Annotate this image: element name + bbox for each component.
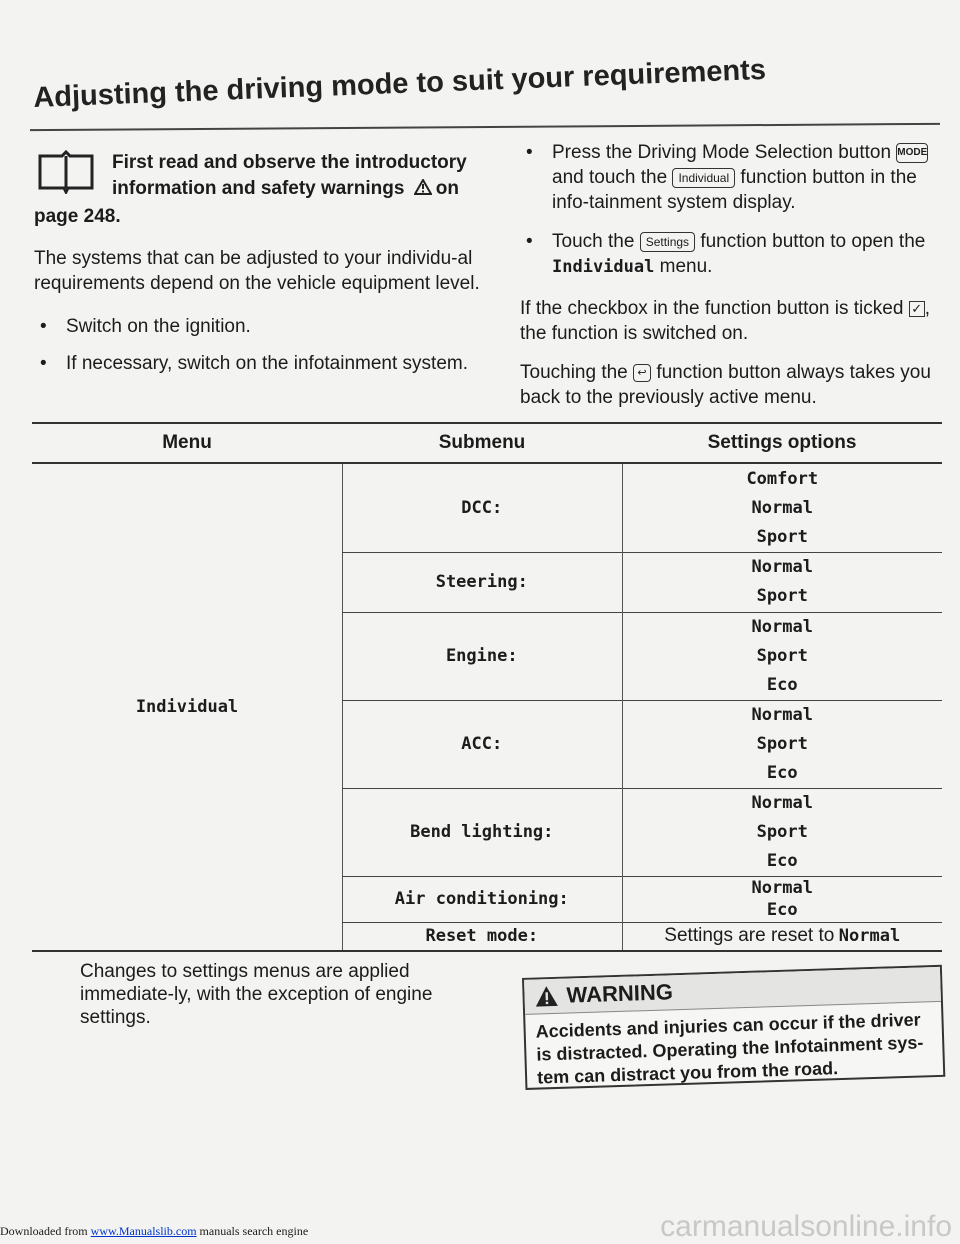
option-value: Sport <box>756 821 808 842</box>
table-row <box>342 788 942 877</box>
checkbox-paragraph: If the checkbox in the function button is ticked ✓ , the function is switched on. <box>520 298 930 344</box>
note-line-2: information and safety warnings on <box>112 178 459 199</box>
option-value: Eco <box>766 762 798 783</box>
option-value: Normal <box>751 704 813 725</box>
warning-triangle-icon <box>534 985 559 1008</box>
table-header <box>32 422 942 464</box>
option-value: Eco <box>766 850 798 871</box>
settings-button-glyph: Settings <box>640 232 695 252</box>
watermark: carmanualsonline.info <box>660 1210 952 1243</box>
step-press-mode: • Press the Driving Mode Selection button MODE and touch the Individual function button in the info-tainment system display. <box>526 142 928 213</box>
table-row <box>342 876 942 923</box>
header-options: Settings options <box>707 432 857 453</box>
back-arrow-icon: ↩ <box>633 364 651 382</box>
mode-button-glyph: MODE <box>896 143 928 163</box>
table-body <box>32 464 942 952</box>
submenu-label: ACC: <box>461 734 503 754</box>
submenu-label: Engine: <box>445 646 518 666</box>
submenu-label: Bend lighting: <box>410 822 554 842</box>
note-line-1: First read and observe the introductory <box>112 152 467 173</box>
option-value: Sport <box>756 733 808 754</box>
step-touch-settings: • Touch the Settings function button to open the Individual menu. <box>526 231 926 277</box>
safety-note <box>34 150 484 202</box>
warning-text: Accidents and injuries can occur if the driver is distracted. Operating the Infotainment sys-tem can distract you from the road. <box>535 1009 924 1088</box>
warning-box <box>522 965 945 1090</box>
header-menu: Menu <box>162 432 212 453</box>
warning-title: WARNING <box>566 979 674 1008</box>
submenu-label: Air conditioning: <box>394 889 569 909</box>
individual-button-glyph: Individual <box>672 168 735 188</box>
left-column <box>34 150 484 376</box>
table-row <box>342 552 942 613</box>
bullet-ignition: • Switch on the ignition. <box>40 316 251 337</box>
note-page-ref: page 248. <box>34 206 121 227</box>
bullet-infotainment: • If necessary, switch on the infotainment system. <box>40 353 468 374</box>
changes-note: Changes to settings menus are applied immediate-ly, with the exception of engine settings. <box>80 961 433 1028</box>
checkbox-ticked-icon: ✓ <box>909 301 925 317</box>
option-reset-text: Settings are reset to <box>664 925 835 946</box>
option-value: Sport <box>756 586 808 606</box>
option-value: Eco <box>766 900 798 920</box>
right-column <box>520 140 940 410</box>
option-value: Normal <box>751 878 813 898</box>
manualslib-link[interactable]: www.Manualslib.com <box>90 1224 197 1238</box>
option-value: Comfort <box>746 468 819 489</box>
warning-triangle-icon <box>414 179 432 195</box>
table-row <box>342 700 942 789</box>
title-divider <box>30 123 940 131</box>
option-value: Normal <box>751 792 813 813</box>
back-paragraph: Touching the ↩ function button always takes you back to the previously active menu. <box>520 362 931 408</box>
option-value: Normal <box>751 616 813 637</box>
header-submenu: Submenu <box>438 432 526 453</box>
menu-individual: Individual <box>135 697 239 717</box>
option-value: Normal <box>751 557 813 577</box>
settings-table <box>32 422 942 952</box>
option-value: Normal <box>751 497 813 518</box>
submenu-label: DCC: <box>461 498 503 518</box>
option-value: Eco <box>766 674 798 695</box>
book-icon <box>34 150 98 194</box>
footer-source: Downloaded from www.Manualslib.com manuals search engine <box>0 1224 309 1238</box>
menu-cell <box>32 464 343 950</box>
intro-paragraph: The systems that can be adjusted to your individu-al requirements depend on the vehicle equipment level. <box>34 248 480 294</box>
submenu-label: Reset mode: <box>425 926 539 946</box>
option-value: Normal <box>838 926 901 946</box>
option-value: Sport <box>756 526 808 547</box>
table-row <box>342 612 942 701</box>
table-row <box>342 464 942 553</box>
table-row <box>342 922 942 950</box>
page-title: Adjusting the driving mode to suit your requirements <box>32 53 767 115</box>
submenu-label: Steering: <box>435 572 528 592</box>
option-value: Sport <box>756 645 808 666</box>
